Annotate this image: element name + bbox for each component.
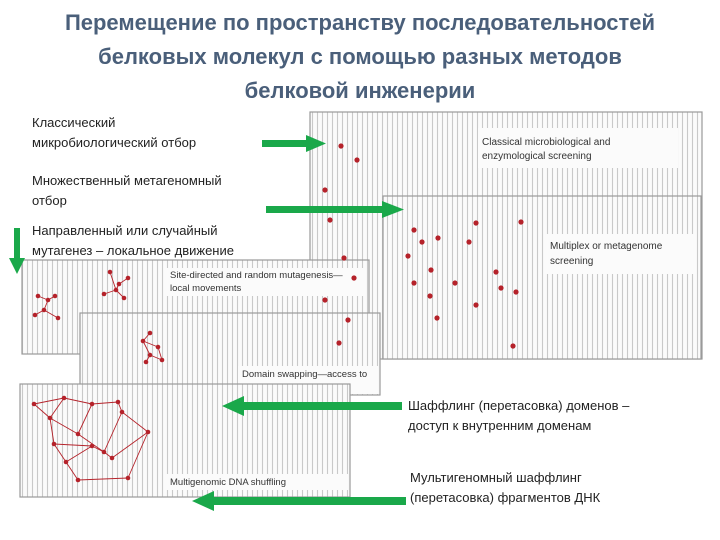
label-domain-shuffling	[408, 396, 629, 436]
sequence-dot	[434, 315, 439, 320]
network-node	[46, 298, 51, 303]
network-node	[144, 360, 149, 365]
network-node	[32, 402, 37, 407]
network-node	[110, 456, 115, 461]
network-node	[76, 478, 81, 483]
sequence-dot	[336, 340, 341, 345]
label-domain-shuffling-line-1: Шаффлинг (перетасовка) доменов –	[408, 398, 630, 413]
sequence-dot	[354, 157, 359, 162]
panel-multigenomic-line-1: Multigenomic DNA shuffling	[170, 477, 286, 488]
sequence-dot	[473, 302, 478, 307]
network-node	[33, 313, 38, 318]
sequence-dot	[411, 227, 416, 232]
network-node	[53, 294, 58, 299]
network-node	[36, 294, 41, 299]
network-node	[56, 316, 61, 321]
panel-classical-line-1: Classical microbiological and	[482, 137, 611, 148]
label-metagenome-line-2: отбор	[32, 193, 67, 208]
network-node	[64, 460, 69, 465]
network-node	[108, 270, 113, 275]
title-line-1: Перемещение по пространству последовательностей	[64, 10, 656, 35]
sequence-dot	[427, 293, 432, 298]
sequence-dot	[428, 267, 433, 272]
sequence-dot	[510, 343, 515, 348]
network-node	[122, 296, 127, 301]
panel-site-directed-line-1: Site-directed and random mutagenesis—	[170, 270, 343, 281]
panel-domain-swapping	[80, 313, 380, 395]
network-node	[90, 444, 95, 449]
label-multigenomic-line-1: Мультигеномный шаффлинг	[410, 470, 582, 485]
panel-multiplex	[383, 196, 701, 359]
panel-multiplex-line-1: Multiplex or metagenome	[550, 241, 663, 252]
label-mutagenesis	[32, 221, 234, 261]
panel-multiplex-line-2: screening	[550, 256, 594, 267]
panel-domain-swapping-line-1: Domain swapping—access to	[242, 369, 368, 380]
label-multigenomic-line-2: (перетасовка) фрагментов ДНК	[410, 490, 601, 505]
sequence-dot	[513, 289, 518, 294]
panel-classical-line-2: enzymological screening	[482, 151, 592, 162]
network-node	[62, 396, 67, 401]
network-node	[52, 442, 57, 447]
sequence-dot	[518, 219, 523, 224]
label-multigenomic	[410, 468, 600, 508]
network-node	[141, 339, 146, 344]
label-metagenome-line-1: Множественный метагеномный	[32, 173, 222, 188]
network-node	[120, 410, 125, 415]
sequence-dot	[322, 187, 327, 192]
network-node	[146, 430, 151, 435]
label-domain-shuffling-line-2: доступ к внутренним доменам	[408, 418, 592, 433]
label-mutagenesis-line-2: мутагенез – локальное движение	[32, 243, 234, 258]
network-node	[76, 432, 81, 437]
network-node	[160, 358, 165, 363]
network-node	[48, 416, 53, 421]
title-line-3: белковой инженерии	[244, 78, 476, 103]
network-node	[42, 308, 47, 313]
network-node	[126, 476, 131, 481]
sequence-dot	[405, 253, 410, 258]
network-node	[156, 345, 161, 350]
network-node	[102, 450, 107, 455]
sequence-dot	[435, 235, 440, 240]
sequence-dot	[411, 280, 416, 285]
label-metagenome	[32, 171, 222, 211]
label-classic	[32, 113, 196, 153]
network-node	[114, 288, 119, 293]
sequence-dot	[327, 217, 332, 222]
panel-site-directed-line-2: local movements	[170, 283, 242, 294]
label-classic-line-1: Классический	[32, 115, 116, 130]
sequence-dot	[345, 317, 350, 322]
label-classic-line-2: микробиологический отбор	[32, 135, 197, 150]
network-node	[148, 353, 153, 358]
network-node	[117, 282, 122, 287]
sequence-dot	[498, 285, 503, 290]
network-node	[116, 400, 121, 405]
sequence-dot	[341, 255, 346, 260]
network-node	[126, 276, 131, 281]
label-mutagenesis-line-1: Направленный или случайный	[32, 223, 218, 238]
sequence-dot	[322, 297, 327, 302]
sequence-dot	[351, 275, 356, 280]
sequence-dot	[452, 280, 457, 285]
panel-multigenomic	[20, 384, 350, 497]
network-node	[90, 402, 95, 407]
sequence-dot	[466, 239, 471, 244]
sequence-dot	[473, 220, 478, 225]
network-node	[148, 331, 153, 336]
network-node	[102, 292, 107, 297]
sequence-dot	[493, 269, 498, 274]
title-line-2: белковых молекул с помощью разных методов	[98, 44, 622, 69]
sequence-dot	[419, 239, 424, 244]
sequence-dot	[338, 143, 343, 148]
